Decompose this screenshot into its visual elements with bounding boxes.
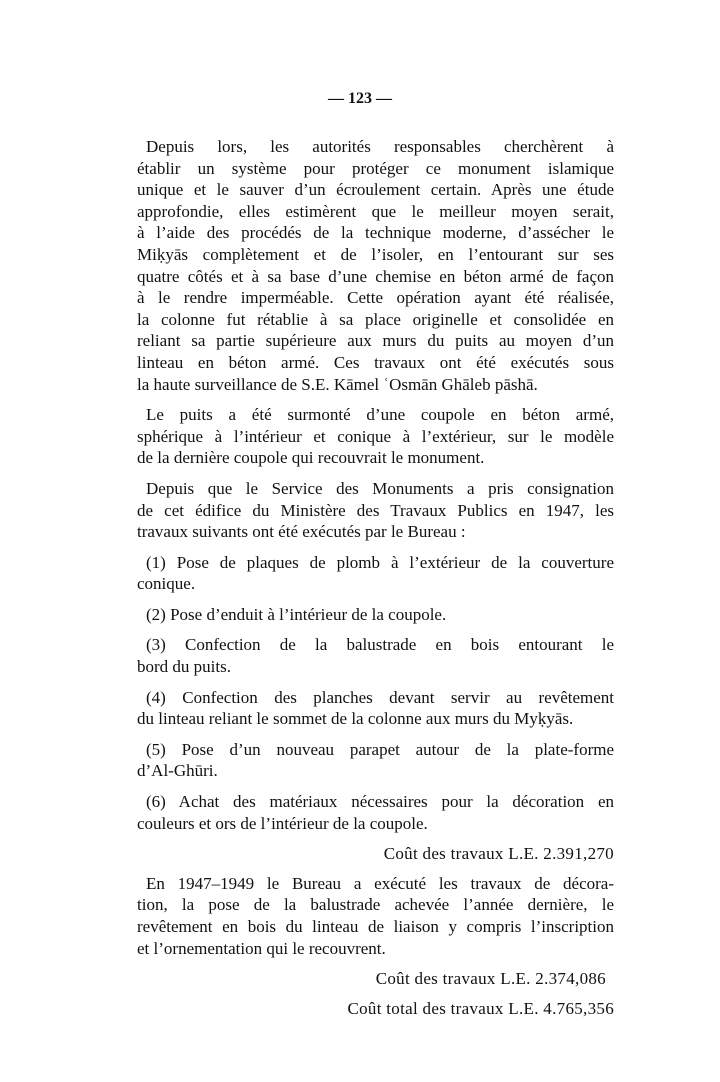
text-line: de cet édifice du Ministère des Travaux Publics en 1947, les (137, 500, 614, 520)
cost-line-1: Coût des travaux L.E. 2.391,270 (383, 844, 614, 864)
text-line: unique et le sauver d’un écroulement certain. Après une étude (137, 180, 614, 200)
text-line: à l’aide des procédés de la technique moderne, d’assécher le (137, 223, 614, 243)
text-line: Depuis lors, les autorités responsables cherchèrent à (146, 137, 614, 156)
text-line: Le puits a été surmonté d’une coupole en béton armé, (146, 405, 614, 425)
text-line: quatre côtés et à sa base d’une chemise en béton armé de façon (137, 266, 614, 286)
text-line: revêtement en bois du linteau de liaison y compris l’inscription (137, 917, 614, 936)
paragraph (137, 404, 614, 469)
paragraph (137, 136, 614, 395)
paragraph (137, 791, 614, 834)
paragraph (137, 739, 614, 782)
text-line: la colonne fut rétablie à sa place originelle et consolidée en (137, 309, 614, 329)
text-line: et l’ornementation qui le recouvrent. (137, 938, 386, 958)
text-line: travaux suivants ont été exécutés par le Bureau : (137, 522, 466, 542)
body-text (137, 136, 614, 1027)
text-line: conique. (137, 574, 196, 594)
text-line: Depuis que le Service des Monuments a pris consignation (146, 478, 614, 498)
text-line: En 1947–1949 le Bureau a exécuté les travaux de décora- (146, 873, 614, 893)
text-line: du linteau reliant le sommet de la colonne aux murs du Myḳyās. (137, 709, 574, 729)
cost-total-line: Coût total des travaux L.E. 4.765,356 (347, 998, 614, 1018)
paragraph (137, 552, 614, 595)
text-line: approfondie, elles estimèrent que le meilleur moyen serait, (137, 201, 614, 221)
text-line: établir un système pour protéger ce monument islamique (137, 158, 614, 178)
text-line: (3) Confection de la balustrade en bois entourant le (146, 635, 614, 655)
text-line: reliant sa partie supérieure aux murs du puits au moyen d’un (137, 331, 614, 351)
paragraph (137, 604, 614, 626)
paragraph (137, 687, 614, 730)
paragraph (137, 478, 614, 543)
text-line: (6) Achat des matériaux nécessaires pour la décoration en (146, 792, 614, 812)
text-line: (4) Confection des planches devant servir au revêtement (146, 687, 614, 707)
text-line: (5) Pose d’un nouveau parapet autour de la plate-forme (146, 739, 614, 759)
text-line: (1) Pose de plaques de plomb à l’extérieur de la couverture (146, 552, 614, 572)
text-line: d’Al-Ghūri. (137, 761, 218, 781)
text-line: tion, la pose de la balustrade achevée l’année dernière, le (137, 895, 614, 915)
text-line: la haute surveillance de S.E. Kāmel ʿOsmān Ghāleb pāshā. (137, 374, 538, 394)
page-number: — 123 — (328, 90, 392, 107)
text-line: Miḳyās complètement et de l’isoler, en l’entourant sur ses (137, 244, 614, 264)
text-line: couleurs et ors de l’intérieur de la coupole. (137, 813, 428, 833)
text-line: linteau en béton armé. Ces travaux ont été exécutés sous (137, 352, 614, 372)
paragraph (137, 634, 614, 677)
text-line: (2) Pose d’enduit à l’intérieur de la coupole. (146, 604, 447, 624)
text-line: bord du puits. (137, 657, 231, 677)
paragraph (137, 873, 614, 959)
text-line: de la dernière coupole qui recouvrait le monument. (137, 448, 485, 468)
cost-line-2: Coût des travaux L.E. 2.374,086 (375, 969, 606, 989)
text-line: sphérique à l’intérieur et conique à l’extérieur, sur le modèle (137, 426, 614, 446)
text-line: à le rendre imperméable. Cette opération ayant été réalisée, (137, 288, 614, 308)
